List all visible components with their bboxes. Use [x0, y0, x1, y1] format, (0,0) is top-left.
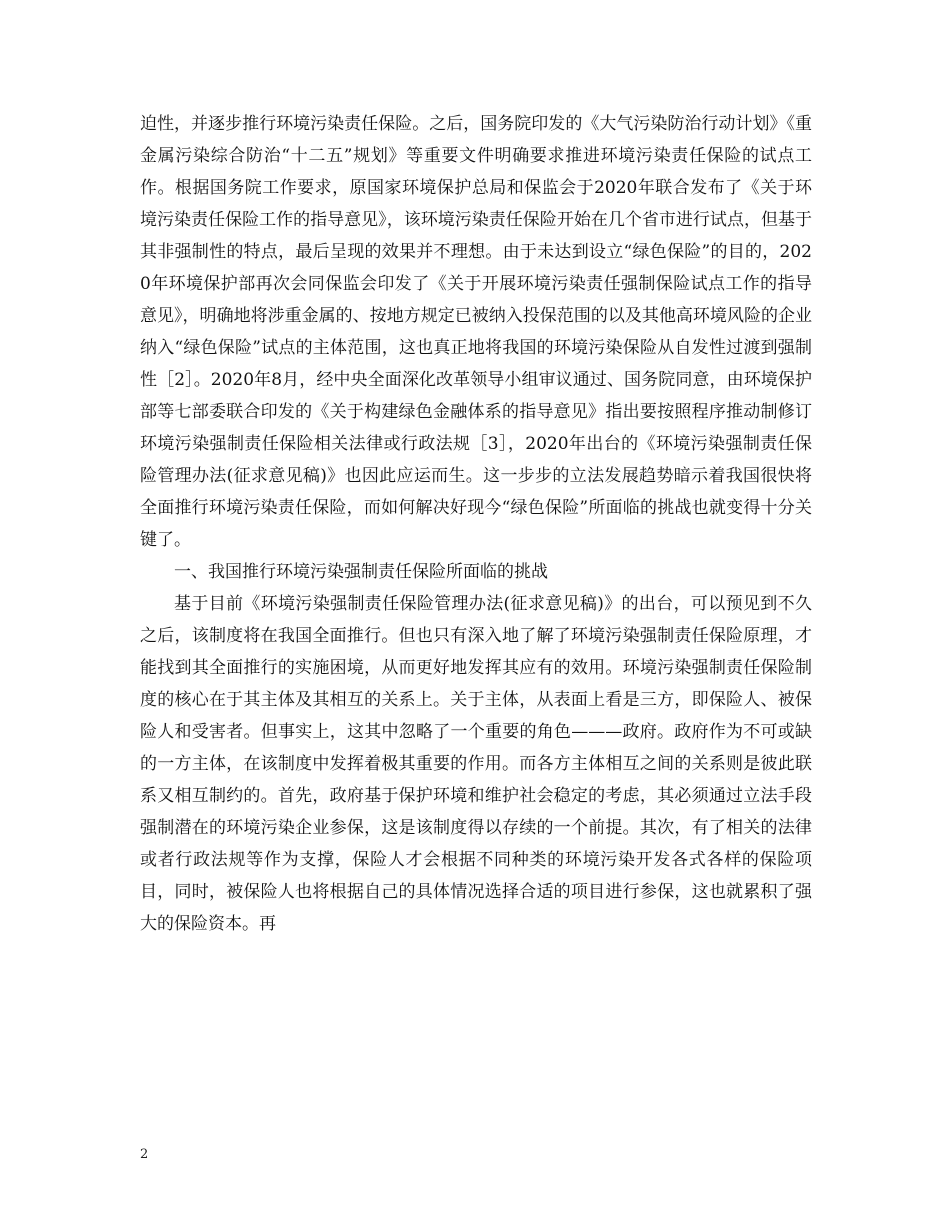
page-number: 2 — [140, 1147, 149, 1162]
paragraph-continuation: 迫性，并逐步推行环境污染责任保险。之后，国务院印发的《大气污染防治行动计划》《重金属污染综合防治“十二五”规划》等重要文件明确要求推进环境污染责任保险的试点工作。根据国务院工作要求，原国家环境保护总局和保监会于2020年联合发布了《关于环境污染责任保险工作的指导意见》，该环境污染责任保险开始在几个省市进行试点，但基于其非强制性的特点，最后呈现的效果并不理想。由于未达到设立“绿色保险”的目的，2020年环境保护部再次会同保监会印发了《关于开展环境污染责任强制保险试点工作的指导意见》，明确地将涉重金属的、按地方规定已被纳入投保范围的以及其他高环境风险的企业纳入“绿色保险”试点的主体范围，这也真正地将我国的环境污染保险从自发性过渡到强制性［2］。2020年8月，经中央全面深化改革领导小组审议通过、国务院同意，由环境保护部等七部委联合印发的《关于构建绿色金融体系的指导意见》指出要按照程序推动制修订环境污染强制责任保险相关法律或行政法规［3］，2020年出台的《环境污染强制责任保险管理办法(征求意见稿)》也因此应运而生。这一步步的立法发展趋势暗示着我国很快将全面推行环境污染责任保险，而如何解决好现今“绿色保险”所面临的挑战也就变得十分关键了。 — [140, 114, 812, 550]
section-heading: 一、我国推行环境污染强制责任保险所面临的挑战 — [174, 562, 548, 582]
paragraph-body: 基于目前《环境污染强制责任保险管理办法(征求意见稿)》的出台，可以预见到不久之后，该制度将在我国全面推行。但也只有深入地了解了环境污染强制责任保险原理，才能找到其全面推行的实施困境，从而更好地发挥其应有的效用。环境污染强制责任保险制度的核心在于其主体及其相互的关系上。关于主体，从表面上看是三方，即保险人、被保险人和受害者。但事实上，这其中忽略了一个重要的角色———政府。政府作为不可或缺的一方主体，在该制度中发挥着极其重要的作用。而各方主体相互之间的关系则是彼此联系又相互制约的。首先，政府基于保护环境和维护社会稳定的考虑，其必须通过立法手段强制潜在的环境污染企业参保，这是该制度得以存续的一个前提。其次，有了相关的法律或者行政法规等作为支撑，保险人才会根据不同种类的环境污染开发各式各样的保险项目，同时，被保险人也将根据自己的具体情况选择合适的项目进行参保，这也就累积了强大的保险资本。再 — [140, 594, 812, 934]
body-text — [140, 108, 812, 940]
